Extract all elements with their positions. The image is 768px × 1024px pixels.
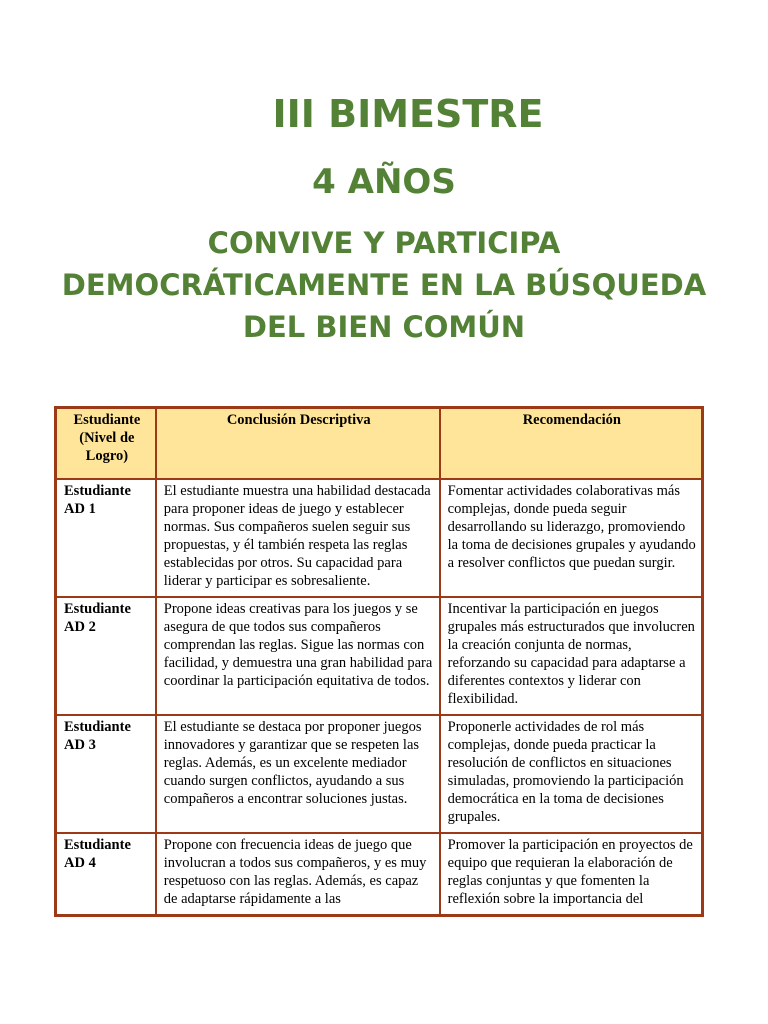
- conclusion-cell: Propone ideas creativas para los juegos y se asegura de que todos sus compañeros comprendan las reglas. Sigue las normas con facilidad, y demuestra una gran habilidad para coordinar la participación equitativa de todos.: [156, 597, 440, 715]
- column-header-recommendation: Recomendación: [440, 408, 702, 479]
- competence-line: DEL BIEN COMÚN: [242, 310, 526, 344]
- student-cell: [56, 479, 156, 597]
- bimestre-title: III BIMESTRE: [272, 92, 544, 136]
- table-row: [56, 479, 702, 597]
- recommendation-cell: Incentivar la participación en juegos grupales más estructurados que involucren la creación conjunta de normas, reforzando su capacidad para adaptarse a diferentes contextos y liderar con flexibilidad.: [440, 597, 702, 715]
- competence-line: CONVIVE Y PARTICIPA: [207, 226, 561, 260]
- competence-title: [40, 222, 728, 348]
- student-level: AD 2: [64, 619, 96, 635]
- student-label: Estudiante: [64, 719, 131, 735]
- table-header-row: [56, 408, 702, 479]
- student-level: AD 4: [64, 855, 96, 871]
- recommendation-cell: Promover la participación en proyectos de equipo que requieran la elaboración de reglas conjuntas y que fomenten la reflexión sobre la importancia del: [440, 833, 702, 915]
- table-row: [56, 715, 702, 833]
- student-label: Estudiante: [64, 837, 131, 853]
- competence-line: DEMOCRÁTICAMENTE EN LA BÚSQUEDA: [61, 268, 707, 302]
- student-cell: [56, 833, 156, 915]
- student-label: Estudiante: [64, 483, 131, 499]
- table-row: [56, 833, 702, 915]
- assessment-table: [54, 406, 704, 917]
- column-header-conclusion: Conclusión Descriptiva: [156, 408, 440, 479]
- student-cell: [56, 715, 156, 833]
- student-level: AD 3: [64, 737, 96, 753]
- conclusion-cell: Propone con frecuencia ideas de juego que involucran a todos sus compañeros, y es muy respetuoso con las reglas. Además, es capaz de adaptarse rápidamente a las: [156, 833, 440, 915]
- student-cell: [56, 597, 156, 715]
- age-title: 4 AÑOS: [312, 162, 456, 202]
- table-row: [56, 597, 702, 715]
- column-header-student: Estudiante (Nivel de Logro): [56, 408, 156, 479]
- recommendation-cell: Fomentar actividades colaborativas más complejas, donde pueda seguir desarrollando su liderazgo, promoviendo la toma de decisiones grupales y ayudando a resolver conflictos que puedan surgir.: [440, 479, 702, 597]
- recommendation-cell: Proponerle actividades de rol más complejas, donde pueda practicar la resolución de conflictos en situaciones simuladas, promoviendo la participación democrática en la toma de decisiones grupales.: [440, 715, 702, 833]
- student-label: Estudiante: [64, 601, 131, 617]
- student-level: AD 1: [64, 501, 96, 517]
- conclusion-cell: El estudiante muestra una habilidad destacada para proponer ideas de juego y establecer normas. Sus compañeros suelen seguir sus propuestas, y él también respeta las reglas establecidas por otros. Su capacidad para liderar y participar es sobresaliente.: [156, 479, 440, 597]
- conclusion-cell: El estudiante se destaca por proponer juegos innovadores y garantizar que se respeten las reglas. Además, es un excelente mediador cuando surgen conflictos, ayudando a sus compañeros a encontrar soluciones justas.: [156, 715, 440, 833]
